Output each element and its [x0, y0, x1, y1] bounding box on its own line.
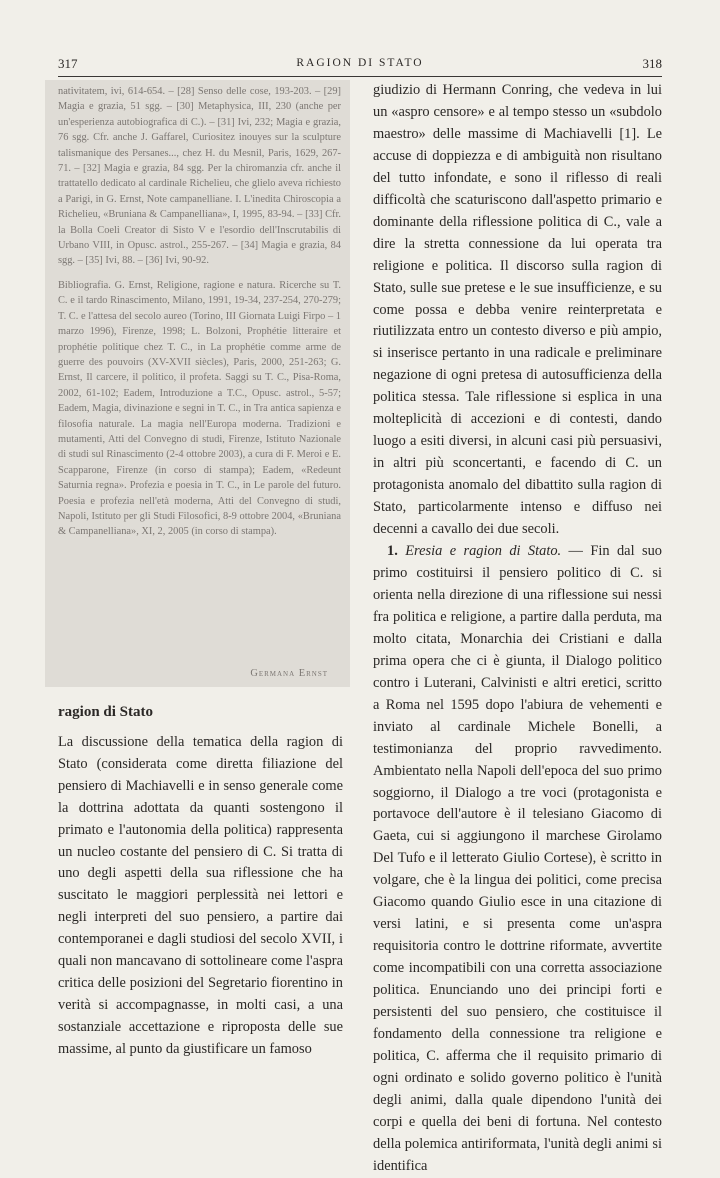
right-column-text — [373, 80, 662, 1178]
page-number-left: 317 — [58, 56, 78, 71]
running-header — [58, 56, 662, 76]
notes-paragraph: nativitatem, ivi, 614-654. – [28] Senso delle cose, 193-203. – [29] Magia e grazia, 51 sgg. – [30] Metaphysica, III, 230 (anche per un'esperienza autobiografica di C.). – [31] Ivi, 232; Magia e grazia, 76 sgg. Cfr. anche J. Gaffarel, Curiositez inouyes sur la sculpture talismanique des Persanes..., chez H. du Mesnil, Paris, 1629, 267-71. – [32] Magia e grazia, 84 sgg. Per la chiromanzia cfr. anche il trattatello dedicato al cardinale Richelieu, che glielo aveva richiesto a Parigi, in G. Ernst, Note campanelliane. I. L'inedita Chiroscopia a Richelieu, «Bruniana & Campanelliana», I, 1995, 83-94. – [33] Cfr. la Bolla Coeli Creator di Sisto V e l'esordio dell'Inscrutabilis di Urbano VIII, in Opusc. astrol., 255-267. – [34] Magia e grazia, 84 sgg. – [35] Ivi, 88. – [36] Ivi, 90-92. — [58, 86, 341, 267]
header-rule — [58, 76, 662, 77]
section-title: Eresia e ragion di Stato. — [405, 543, 562, 560]
section-1-paragraph — [373, 541, 662, 1178]
section-text: — Fin dal suo primo costituirsi il pensiero politico di C. si orienta nella direzione di una riflessione sui nessi fra politica e religione, a partire dalla perduta, ma molto citata, Monarchia dei Cristiani e dalla prima opera che ci è giunta, il Dialogo politico contro i Luterani, Calvinisti e altri eretici, scritto a Roma nel 1595 dopo l'abiura de vehementi e inviato al cardinale Michele Bonelli, a testimonianza del proprio ravvedimento. Ambientato nella Napoli dell'epoca del suo primo soggiorno, il Dialogo a tre voci (protagonista e portavoce dell'autore è il telesiano Giacomo di Gaeta, cui si aggiungono il marchese Girolamo Del Tufo e il letterato Giulio Cortese), è scritto in volgare, che è la lingua dei politici, come precisa Giacomo quando Giulio esce in una citazione di versi latini, e si presenta come un'aspra requisitoria contro le dottrine riformate, avvertite come incompatibili con una corretta associazione politica. Enunciando uno dei principi forti e persistenti del suo pensiero, che costituisce il fondamento della connessione tra religione e politica, C. afferma che il requisito primario di ogni ordinato e solido governo politico è l'unità degli animi, dalla quale dipendono l'unità dei corpi e quella dei beni di fortuna. Nel contesto della polemica antiriformata, l'unità degli animi si identifica — [373, 543, 662, 1174]
previous-entry-notes — [58, 84, 341, 549]
entry-continued-paragraph: giudizio di Hermann Conring, che vedeva in lui un «aspro censore» e al tempo stesso un «subdolo maestro» delle massime di Machiavelli [1]. Le accuse di doppiezza e di ambiguità non risultano del tutto infondate, e sono il riflesso di reali difficoltà che scaturiscono dall'aspetto primario e dominante della riflessione politica di C., vale a dire la stretta connessione da lui operata tra religione e politica. Il discorso sulla ragion di Stato, sulle sue pretese e le sue insufficienze, e su come possa e debba venire reinterpretata e riutilizzata entro un contesto diverso e più ampio, si inserisce pertanto in una radicale e preliminare negazione di ogni pretesa di autosufficienza della politica stessa. Tale riflessione si esplica in una molteplicità di accezioni e di contesti, dando luogo a esiti diversi, in alcuni casi più persuasivi, in altri più sconcertanti, e facendo di C. un protagonista anomalo del dibattito sulla ragion di Stato, particolarmente intenso e diffuso nei decenni a cavallo dei due secoli. — [373, 82, 662, 538]
entry-title: ragion di Stato — [58, 704, 154, 720]
running-title: RAGION DI STATO — [296, 57, 424, 69]
left-column-text — [58, 732, 343, 1061]
author-signature: Germana Ernst — [250, 668, 328, 679]
entry-intro-paragraph: La discussione della tematica della ragion di Stato (considerata come diretta filiazione del pensiero di Machiavelli e in senso generale come la dottrina adottata da quanti sostengono il primato e l'autonomia della politica) rappresenta un nucleo costante del pensiero di C. Si tratta di uno degli aspetti della sua riflessione che ha suscitato le maggiori perplessità nei lettori e negli interpreti del suo pensiero, a partire dai contemporanei e dagli studiosi del secolo XVII, i quali non mancavano di sottolineare come l'aspra critica delle posizioni del Segretario fiorentino in verità si accompagnasse, in molti casi, a una sostanziale accettazione e riproposta delle sue massime, al punto da giustificare un famoso — [58, 734, 343, 1057]
page-number-right: 318 — [642, 56, 662, 71]
section-number: 1. — [387, 543, 398, 560]
bibliography-paragraph: Bibliografia. G. Ernst, Religione, ragione e natura. Ricerche su T. C. e il tardo Rinascimento, Milano, 1991, 19-34, 237-254, 270-279; T. C. e l'attesa del secolo aureo (Torino, III Giornata Luigi Firpo – 1 marzo 1996), Firenze, 1998; L. Bolzoni, Prophétie litteraire et prophétie politique chez T. C., in La prophétie comme arme de guerre des pouvoirs (XV-XVII siècles), Paris, 2000, 251-263; G. Ernst, Il carcere, il politico, il profeta. Saggi su T. C., Pisa-Roma, 2002, 61-102; Eadem, Introduzione a T.C., Opusc. astrol., 5-57; Eadem, Magia, divinazione e segni in T. C., in Tra antica sapienza e filosofia naturale. La magia nell'Europa moderna. Tradizioni e mutamenti, Atti del Convegno di studi, Firenze, Istituto Nazionale di studi sul Rinascimento (2-4 ottobre 2003), a cura di F. Meroi e E. Scapparone, Firenze (in corso di stampa); Eadem, «Redeunt Saturnia regna». Profezia e poesia in T. C., in Le parole del futuro. Poesia e profezia nell'età moderna, Atti del Convegno di studi, Napoli, Istituto per gli Studi Filosofici, 8-9 ottobre 2004, «Bruniana & Campanelliana», XI, 2, 2005 (in corso di stampa). — [58, 279, 341, 538]
